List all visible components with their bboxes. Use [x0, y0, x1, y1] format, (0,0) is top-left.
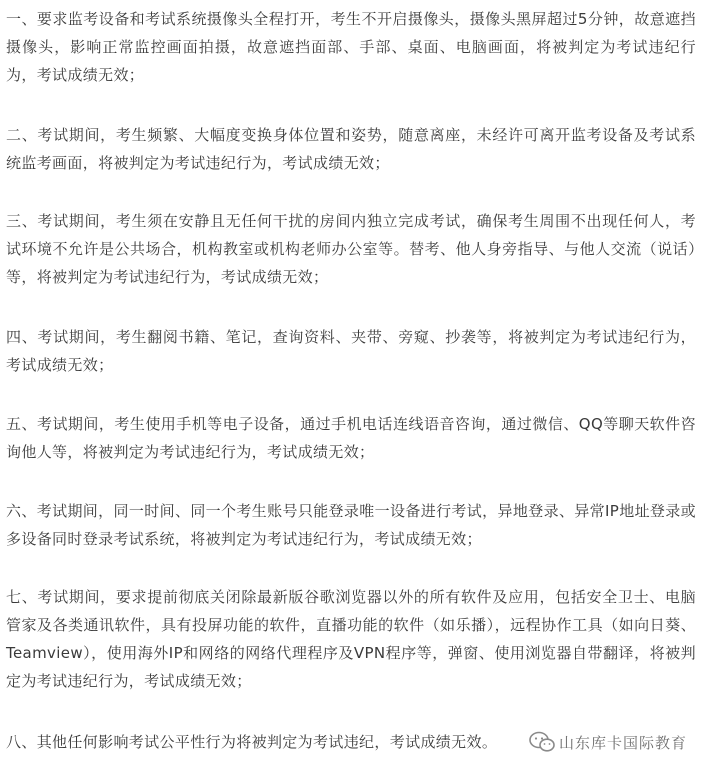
- rule-8: 八、其他任何影响考试公平性行为将被判定为考试违纪，考试成绩无效。: [6, 733, 498, 751]
- rule-1: 一、要求监考设备和考试系统摄像头全程打开，考生不开启摄像头，摄像头黑屏超过5分钟，故意遮挡摄像头，影响正常监控画面拍摄，故意遮挡面部、手部、桌面、电脑画面，将被判定为考试违纪行为，考试成绩无效；: [6, 10, 696, 84]
- rule-7: 七、考试期间，要求提前彻底关闭除最新版谷歌浏览器以外的所有软件及应用，包括安全卫士、电脑管家及各类通讯软件，具有投屏功能的软件，直播功能的软件（如乐播），远程协作工具（如向日葵、Teamview），使用海外IP和网络的网络代理程序及VPN程序等，弹窗、使用浏览器自带翻译，将被判定为考试违纪行为，考试成绩无效；: [6, 588, 696, 690]
- rule-4: 四、考试期间，考生翻阅书籍、笔记，查询资料、夹带、旁窥、抄袭等，将被判定为考试违纪行为，考试成绩无效；: [6, 328, 696, 374]
- rule-6: 六、考试期间，同一时间、同一个考生账号只能登录唯一设备进行考试，异地登录、异常IP地址登录或多设备同时登录考试系统，将被判定为考试违纪行为，考试成绩无效；: [6, 502, 696, 548]
- account-watermark: [525, 728, 689, 756]
- rule-5: 五、考试期间，考生使用手机等电子设备，通过手机电话连线语音咨询，通过微信、QQ等聊天软件咨询他人等，将被判定为考试违纪行为，考试成绩无效；: [6, 415, 696, 461]
- rule-2: 二、考试期间，考生频繁、大幅度变换身体位置和姿势，随意离座，未经许可离开监考设备及考试系统监考画面，将被判定为考试违纪行为，考试成绩无效；: [6, 126, 696, 172]
- rule-3: 三、考试期间，考生须在安静且无任何干扰的房间内独立完成考试，确保考生周围不出现任何人，考试环境不允许是公共场合，机构教室或机构老师办公室等。替考、他人身旁指导、与他人交流（说话）等，将被判定为考试违纪行为，考试成绩无效；: [6, 212, 696, 286]
- wechat-icon: [529, 731, 555, 753]
- watermark-text: 山东库卡国际教育: [558, 733, 687, 752]
